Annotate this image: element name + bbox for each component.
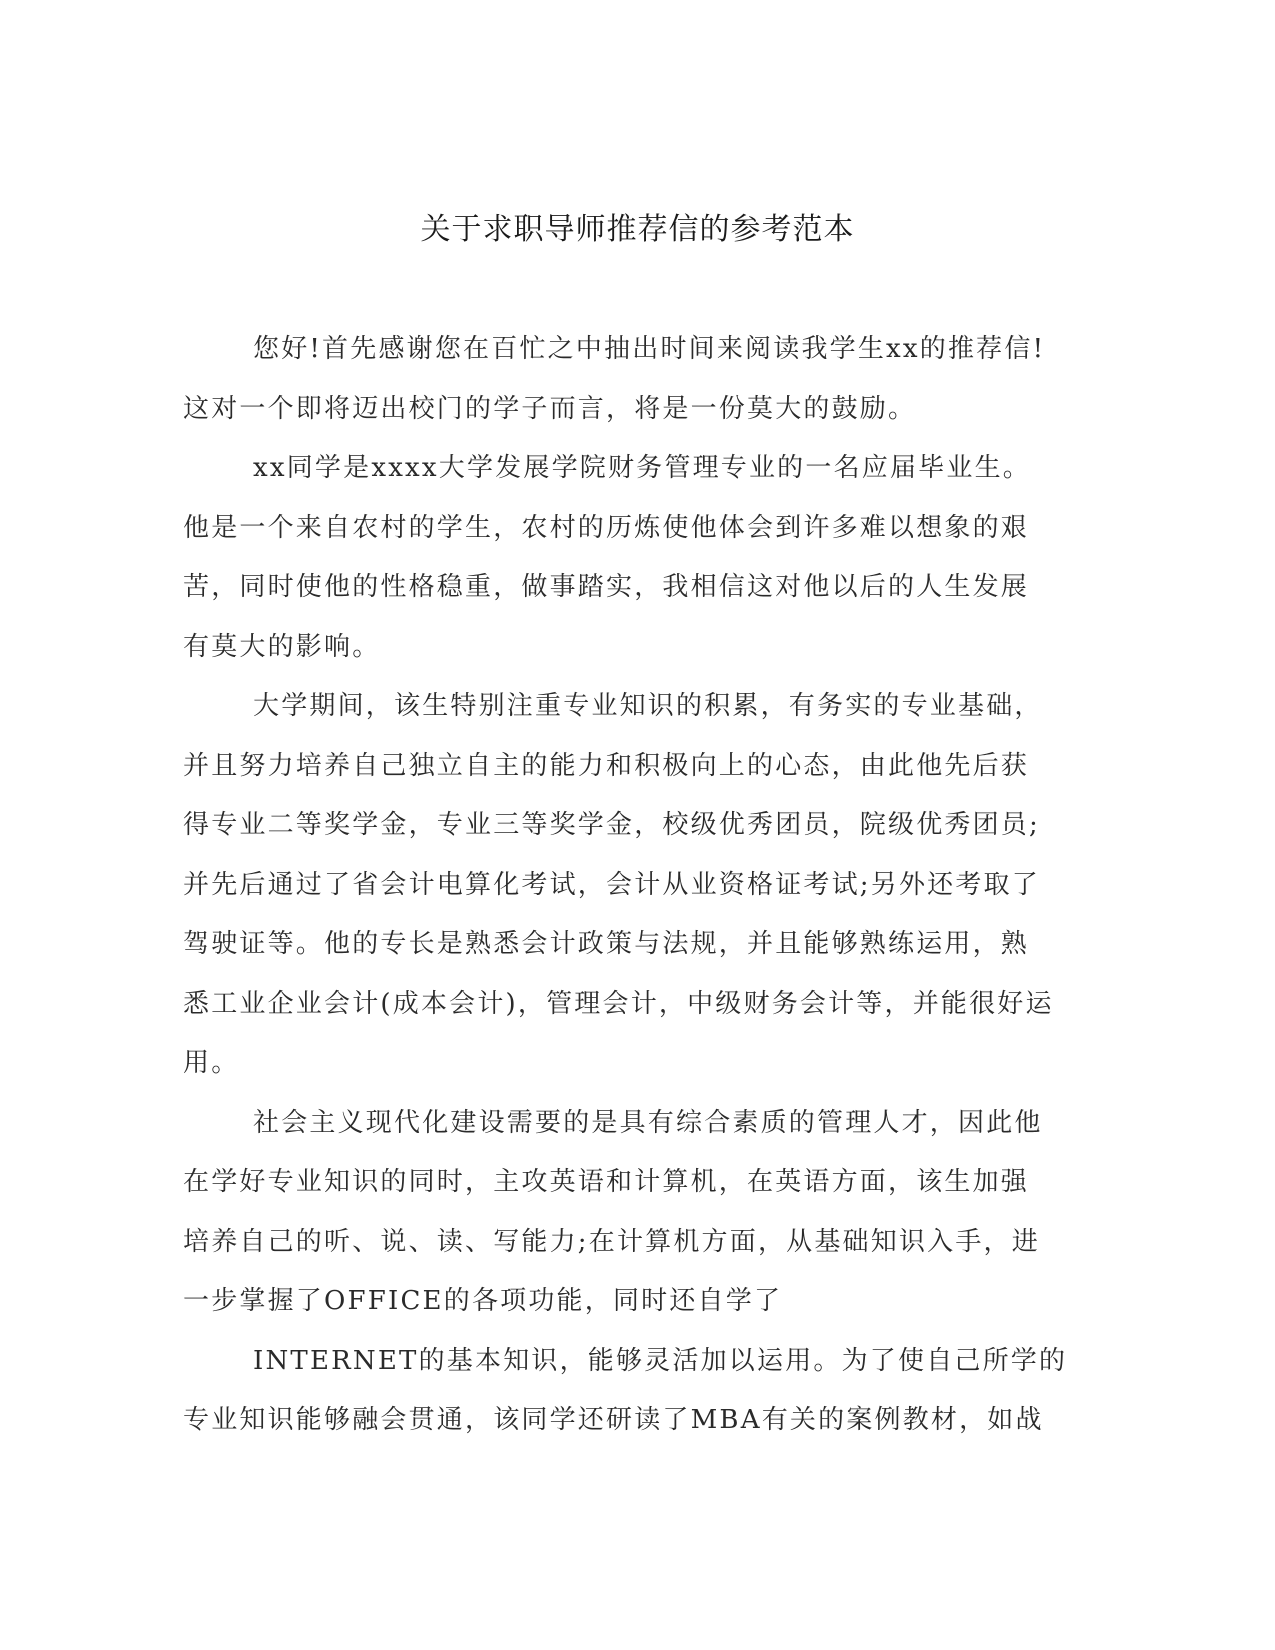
document-title: 关于求职导师推荐信的参考范本 [420,212,855,247]
text-line: 并且努力培养自己独立自主的能力和积极向上的心态，由此他先后获 [183,750,1030,781]
text-line: 这对一个即将迈出校门的学子而言，将是一份莫大的鼓励。 [183,393,917,424]
text-line: 一步掌握了OFFICE的各项功能，同时还自学了 [183,1286,783,1316]
text-line: 在学好专业知识的同时，主攻英语和计算机，在英语方面，该生加强 [183,1167,1030,1197]
text-line: 有莫大的影响。 [183,631,381,662]
text-line: xx同学是xxxx大学发展学院财务管理专业的一名应届毕业生。 [253,453,1031,483]
text-line: 悉工业企业会计(成本会计)，管理会计，中级财务会计等，并能很好运 [183,988,1054,1019]
text-line: 用。 [183,1048,240,1078]
text-line: 专业知识能够融会贯通，该同学还研读了MBA有关的案例教材，如战 [183,1405,1044,1435]
text-line: 大学期间，该生特别注重专业知识的积累，有务实的专业基础， [253,691,1043,721]
text-line: 得专业二等奖学金，专业三等奖学金，校级优秀团员，院级优秀团员; [183,810,1040,840]
text-line: 苦，同时使他的性格稳重，做事踏实，我相信这对他以后的人生发展 [183,572,1030,602]
letter-body [183,320,1083,1451]
text-line: 您好!首先感谢您在百忙之中抽出时间来阅读我学生xx的推荐信! [253,334,1046,364]
text-line: 社会主义现代化建设需要的是具有综合素质的管理人才，因此他 [253,1107,1043,1138]
text-line: INTERNET的基本知识，能够灵活加以运用。为了使自己所学的 [253,1345,1068,1376]
text-line: 他是一个来自农村的学生，农村的历炼使他体会到许多难以想象的艰 [183,512,1030,543]
text-line: 驾驶证等。他的专长是熟悉会计政策与法规，并且能够熟练运用，熟 [183,929,1030,959]
text-line: 培养自己的听、说、读、写能力;在计算机方面，从基础知识入手，进 [183,1226,1040,1257]
text-line: 并先后通过了省会计电算化考试，会计从业资格证考试;另外还考取了 [183,869,1040,900]
